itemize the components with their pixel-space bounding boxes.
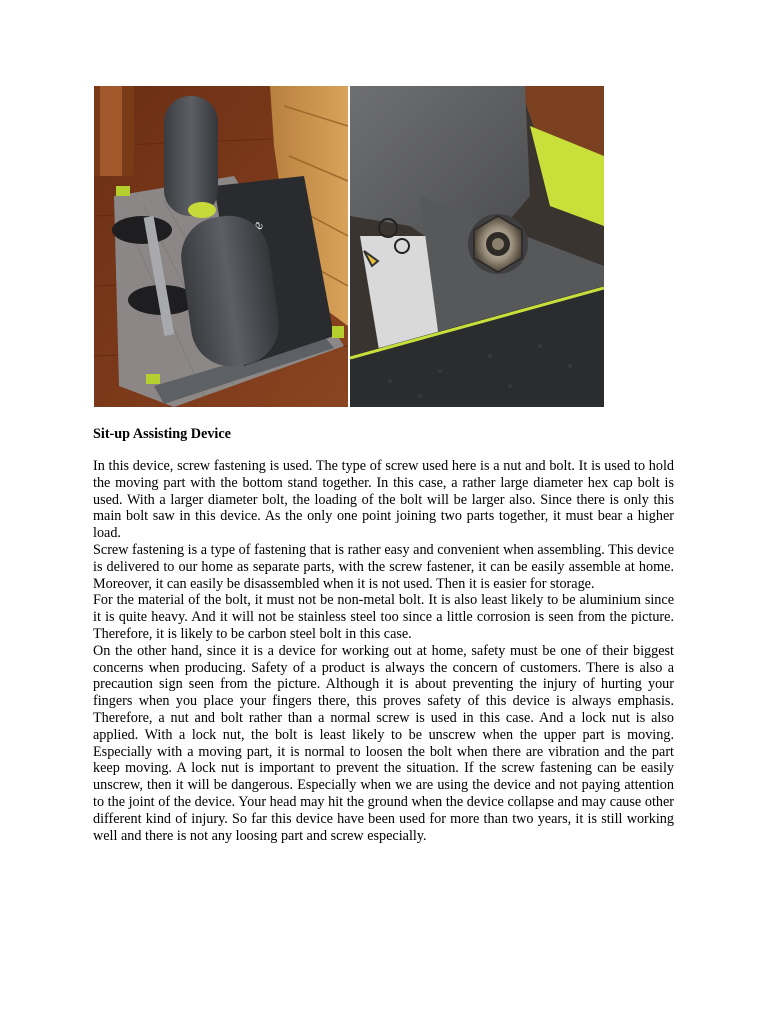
photo-device-overview	[94, 86, 348, 407]
figure-photos	[94, 86, 604, 407]
paragraph: In this device, screw fastening is used. The type of screw used here is a nut and bolt. It is used to hold the moving part with the bottom stand together. In this case, a rather large diameter hex cap bolt is used. With a larger diameter bolt, the loading of the bolt will be larger also. Since there is only this main bolt saw in this device. As the only one point joining two parts together, it must bear a higher load.	[93, 458, 674, 542]
photo-bolt-closeup	[350, 86, 604, 407]
body-text	[93, 458, 674, 844]
device-overview-illustration	[94, 86, 348, 407]
paragraph: On the other hand, since it is a device for working out at home, safety must be one of their biggest concerns when producing. Safety of a product is always the concern of customers. There is also a precaution sign seen from the picture. Although it is about preventing the injury of hurting your fingers when you place your fingers there, this proves safety of this device is always emphasis. Therefore, a nut and bolt rather than a normal screw is used in this case. And a lock nut is also applied. With a lock nut, the bolt is least likely to be unscrew when the upper part is moving. Especially with a moving part, it is normal to loosen the bolt when there are vibration and the part keep moving. A lock nut is important to prevent the situation. If the screw fastening can be easily unscrew, then it will be dangerous. Especially when we are using the device and not paying attention to the joint of the device. Your head may hit the ground when the device collapse and may cause other different kind of injury. So far this device have been used for more than two years, it is still working well and there is not any loosing part and screw especially.	[93, 642, 674, 844]
bolt-closeup-illustration	[350, 86, 604, 407]
paragraph: Screw fastening is a type of fastening that is rather easy and convenient when assembling. This device is delivered to our home as separate parts, with the screw fastener, it can be easily assemble at home. Moreover, it can easily be disassembled when it is not used. Then it is easier for storage.	[93, 541, 674, 592]
paragraph: For the material of the bolt, it must not be non-metal bolt. It is also least likely to be aluminium since it is quite heavy. And it will not be stainless steel too since a little corrosion is seen from the picture. Therefore, it is likely to be carbon steel bolt in this case.	[93, 592, 674, 642]
section-heading: Sit-up Assisting Device	[93, 426, 231, 442]
